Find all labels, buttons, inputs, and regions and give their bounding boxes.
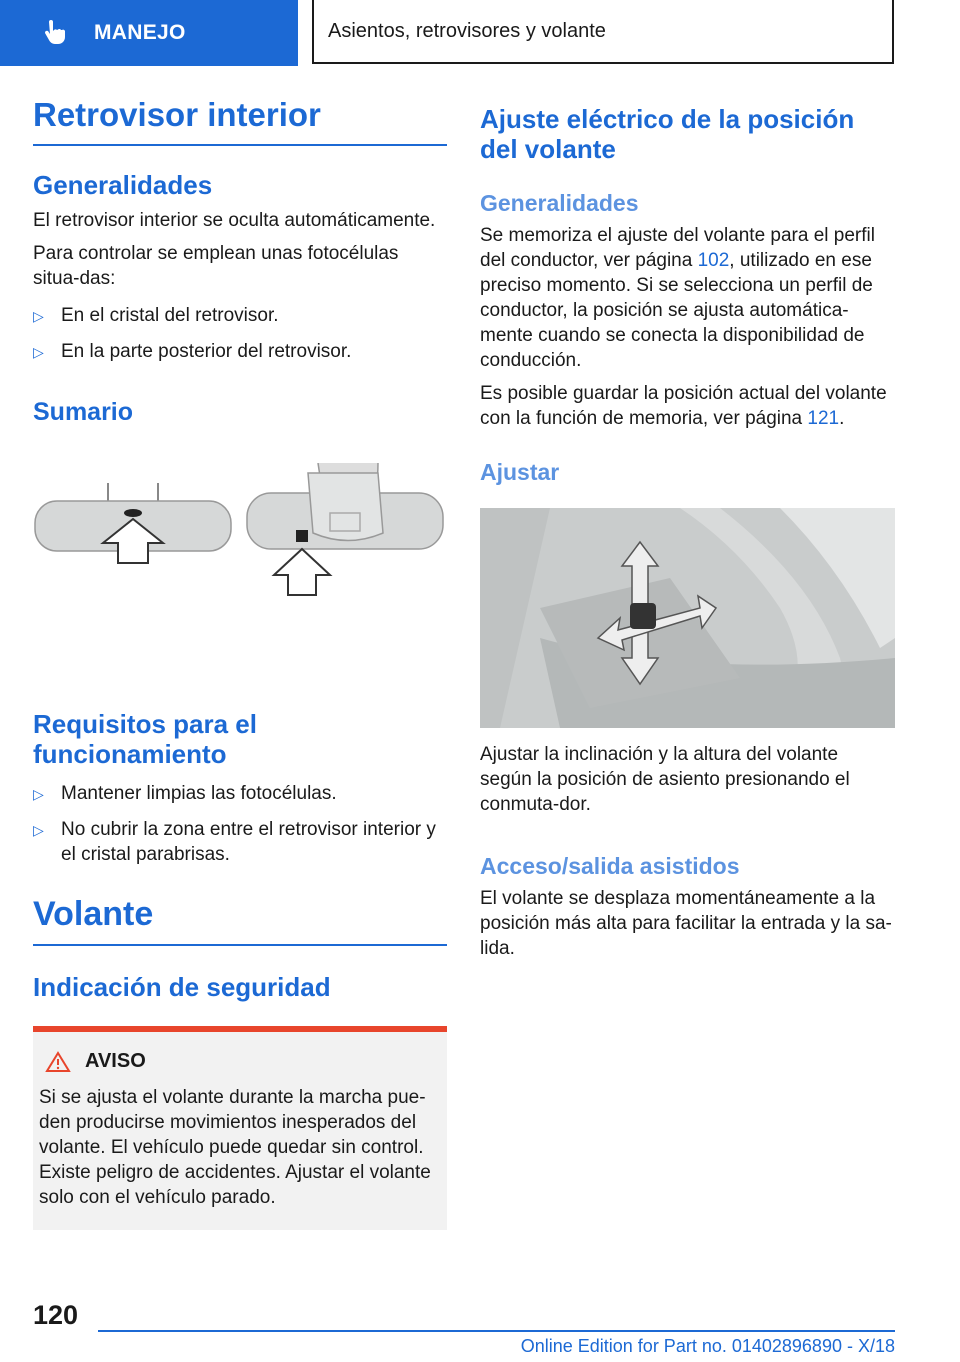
section-label: MANEJO: [94, 21, 186, 44]
page-link-121[interactable]: 121: [807, 408, 840, 429]
warning-box: [33, 1026, 447, 1230]
text: .: [839, 408, 845, 429]
image-caption: Ajustar la inclinación y la altura del volante según la posición de asiento presionando el conmuta-dor.: [480, 744, 850, 815]
paragraph: El volante se desplaza momentáneamente a la posición más alta para facilitar la entrada y la sa-lida.: [480, 888, 892, 959]
list-item: [33, 303, 447, 329]
page-link-102[interactable]: 102: [697, 250, 730, 271]
list-item: [33, 781, 447, 807]
heading-requisitos: Requisitos para el funcionamiento: [33, 709, 257, 769]
heading-acceso: Acceso/salida asistidos: [480, 853, 740, 879]
breadcrumb-text: Asientos, retrovisores y volante: [328, 19, 606, 42]
breadcrumb[interactable]: [312, 0, 894, 64]
list-item: [33, 817, 447, 867]
triangle-bullet-icon: ▷: [33, 308, 44, 324]
steering-adjust-photo: [480, 508, 895, 728]
page-title-mirror: Retrovisor interior: [33, 96, 447, 146]
heading-generalidades: Generalidades: [480, 190, 639, 216]
list-item-text: En la parte posterior del retrovisor.: [61, 341, 352, 362]
triangle-bullet-icon: ▷: [33, 344, 44, 360]
footer-divider: [98, 1330, 895, 1332]
left-column: [33, 96, 447, 1230]
paragraph: [480, 223, 895, 373]
mirror-illustration: [33, 463, 447, 643]
section-tab[interactable]: [0, 0, 298, 66]
text: Se memoriza el ajuste del volante para el perfil del conductor, ver página: [480, 225, 875, 271]
heading-seguridad: Indicación de seguridad: [33, 972, 331, 1002]
list-item-text: Mantener limpias las fotocélulas.: [61, 783, 337, 804]
triangle-bullet-icon: ▷: [33, 786, 44, 802]
section-title-volante: Volante: [33, 895, 447, 946]
hand-pointer-icon: [40, 18, 70, 48]
heading-sumario: Sumario: [33, 398, 134, 426]
warning-triangle-icon: [45, 1051, 71, 1073]
list-item: [33, 339, 447, 365]
triangle-bullet-icon: ▷: [33, 822, 44, 838]
warning-text: Si se ajusta el volante durante la marcha pue-den producirse movimientos inesperados del volante. El vehículo puede quedar sin control. Existe peligro de accidentes. Ajustar el volante solo con el vehículo parado.: [39, 1087, 431, 1208]
heading-ajustar: Ajustar: [480, 459, 560, 485]
heading-ajuste-electrico: Ajuste eléctrico de la posición del volante: [480, 104, 855, 164]
text: , utilizado en ese preciso momento. Si se selecciona un perfil de conductor, la posición se ajusta automática-mente cuando se conecta la disponibilidad de conducción.: [480, 250, 873, 371]
footer-edition: Online Edition for Part no. 01402896890 - X/18: [520, 1336, 895, 1356]
warning-title: AVISO: [85, 1050, 146, 1072]
paragraph: El retrovisor interior se oculta automáticamente.: [33, 210, 436, 231]
heading-generalidades: Generalidades: [33, 170, 213, 200]
paragraph: [480, 381, 895, 431]
right-column: [480, 96, 895, 961]
list-item-text: En el cristal del retrovisor.: [61, 305, 279, 326]
list-item-text: No cubrir la zona entre el retrovisor interior y el cristal parabrisas.: [61, 819, 436, 865]
page-number: 120: [33, 1300, 79, 1330]
text: Es posible guardar la posición actual del volante con la función de memoria, ver página: [480, 383, 887, 429]
paragraph: Para controlar se emplean unas fotocélulas situa-das:: [33, 243, 399, 289]
